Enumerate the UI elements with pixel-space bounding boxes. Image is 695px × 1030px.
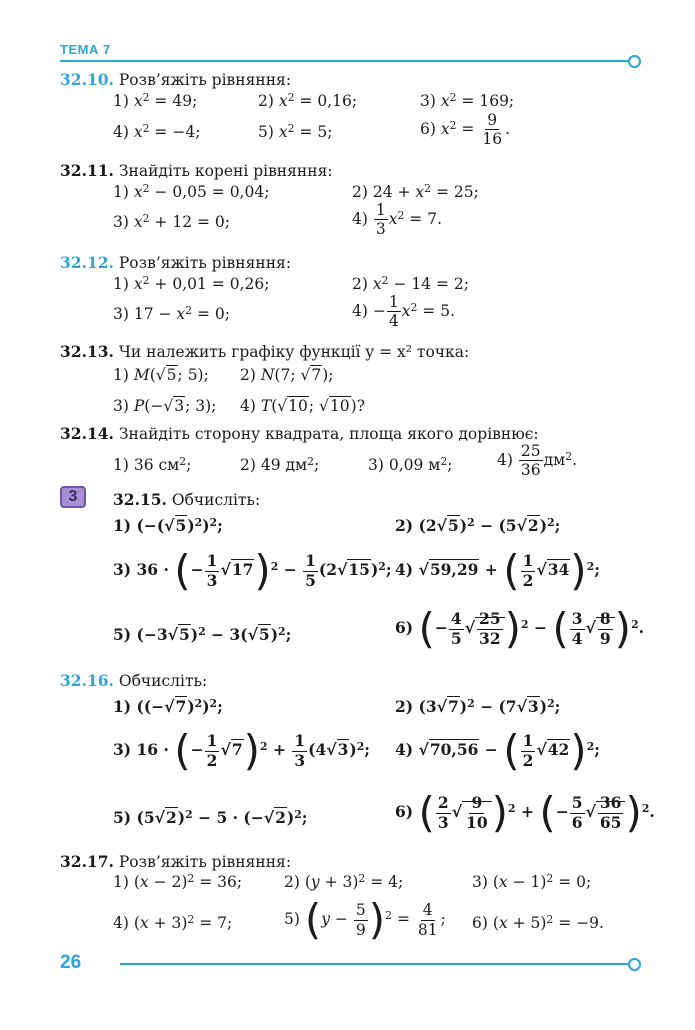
- difficulty-level-badge: 3: [60, 486, 86, 508]
- e11-4: 4) $\frac{1}{3}$ $x^2 = 7$.: [352, 201, 443, 239]
- e15-5: 5) $(-3√5)^2 - 3(√5)^2$;: [113, 625, 292, 644]
- exercise-32-14-header: 32.14. Знайдіть сторону квадрата, площа якого дорівнює:: [60, 424, 539, 443]
- e10-4: 4) $x^2 = -4$;: [113, 122, 201, 141]
- e11-3: 3) $x^2 + 12 = 0$;: [113, 212, 230, 231]
- e10-6: 6) $x^2$ = $\frac{9}{16}$ .: [420, 111, 511, 149]
- e17-6: 6) $(x + 5)^2 = -9$.: [472, 913, 604, 932]
- e16-3: 3) 16 · (− $\frac{1}{2}$ √7)$^2$ + $\frac{1}{3}$ $(4√3)^2$;: [113, 726, 371, 775]
- e13-2: 2) N(7; √7);: [240, 366, 334, 384]
- topic-header: ТЕМА 7: [60, 42, 111, 57]
- exercise-32-10-header: 32.10. Розв’яжіть рівняння:: [60, 70, 292, 89]
- e16-1: 1) $((-√7)^2)^2$;: [113, 697, 223, 716]
- e16-2: 2) $(3√7)^2 - (7√3)^2$;: [395, 697, 561, 716]
- e17-5: 5) (y − $\frac{5}{9}$ )$^2$ = $\frac{4}{81}$ ;: [284, 895, 446, 944]
- e14-1: 1) 36 $см^2$;: [113, 455, 192, 474]
- e12-2: 2) $x^2 - 14 = 2$;: [352, 274, 469, 293]
- e15-6: 6) (− $\frac{4}{5}$ √ $\frac{25}{32}$ )$^2$ − ( $\frac{3}{4}$ √ $\frac{8}{9}$ )$^2$.: [395, 604, 645, 653]
- e14-4: 4) $\frac{25}{36}$ $дм^2$.: [497, 442, 578, 480]
- exercise-32-17-header: 32.17. Розв’яжіть рівняння:: [60, 852, 292, 871]
- e13-1: 1) M(√5; 5);: [113, 366, 209, 384]
- header-rule: [60, 60, 632, 62]
- e14-3: 3) 0,09 $м^2$;: [368, 455, 453, 474]
- e11-1: 1) $x^2 - 0,05 = 0,04$;: [113, 182, 270, 201]
- e14-2: 2) 49 $дм^2$;: [240, 455, 320, 474]
- e12-1: 1) $x^2 + 0,01 = 0,26$;: [113, 274, 270, 293]
- e13-3: 3) P(−√3; 3);: [113, 397, 217, 415]
- e16-4: 4) √70,56 − ( $\frac{1}{2}$ √42)$^2$;: [395, 726, 600, 775]
- exercise-32-11-header: 32.11. Знайдіть корені рівняння:: [60, 161, 333, 180]
- e15-1: 1) $(-(√5)^2)^2$;: [113, 516, 223, 535]
- page-number: 26: [60, 952, 82, 973]
- e10-3: 3) $x^2 = 169$;: [420, 91, 515, 110]
- e15-4: 4) √59,29 + ( $\frac{1}{2}$ √34)$^2$;: [395, 546, 600, 595]
- exercise-32-12-header: 32.12. Розв’яжіть рівняння:: [60, 253, 292, 272]
- e17-2: 2) $(y + 3)^2 = 4$;: [284, 872, 404, 891]
- e16-5: 5) $(5√2)^2 - 5 \cdot (-√2)^2$;: [113, 808, 308, 827]
- footer-rule: [120, 963, 632, 965]
- footer-rule-end: [628, 958, 641, 971]
- e12-4: 4) − $\frac{1}{4}$ $x^2 = 5$.: [352, 293, 455, 331]
- e10-1: 1) $x^2 = 49$;: [113, 91, 198, 110]
- e16-6: 6) ( $\frac{2}{3}$ √ $\frac{9}{10}$ )$^2$ + (− $\frac{5}{6}$ √ $\frac{36}{65}$ )$^2$.: [395, 788, 655, 837]
- header-rule-end: [628, 55, 641, 68]
- exercise-32-13-header: 32.13. Чи належить графіку функції y = x² точка:: [60, 342, 470, 361]
- e17-3: 3) $(x - 1)^2 = 0$;: [472, 872, 592, 891]
- e13-4: 4) T(√10; √10)?: [240, 397, 366, 415]
- e17-1: 1) $(x - 2)^2 = 36$;: [113, 872, 243, 891]
- e10-5: 5) $x^2 = 5$;: [258, 122, 333, 141]
- exercise-32-15-header: 32.15. Обчисліть:: [113, 490, 261, 509]
- e15-2: 2) $(2√5)^2 - (5√2)^2$;: [395, 516, 561, 535]
- e11-2: 2) $24 + x^2 = 25$;: [352, 182, 479, 201]
- e10-2: 2) $x^2 = 0,16$;: [258, 91, 358, 110]
- e17-4: 4) $(x + 3)^2 = 7$;: [113, 913, 233, 932]
- e12-3: 3) $17 - x^2 = 0$;: [113, 304, 230, 323]
- exercise-32-16-header: 32.16. Обчисліть:: [60, 671, 208, 690]
- e15-3: 3) 36 · (− $\frac{1}{3}$ √17)$^2$ − $\frac{1}{5}$ $(2√15)^2$;: [113, 546, 392, 595]
